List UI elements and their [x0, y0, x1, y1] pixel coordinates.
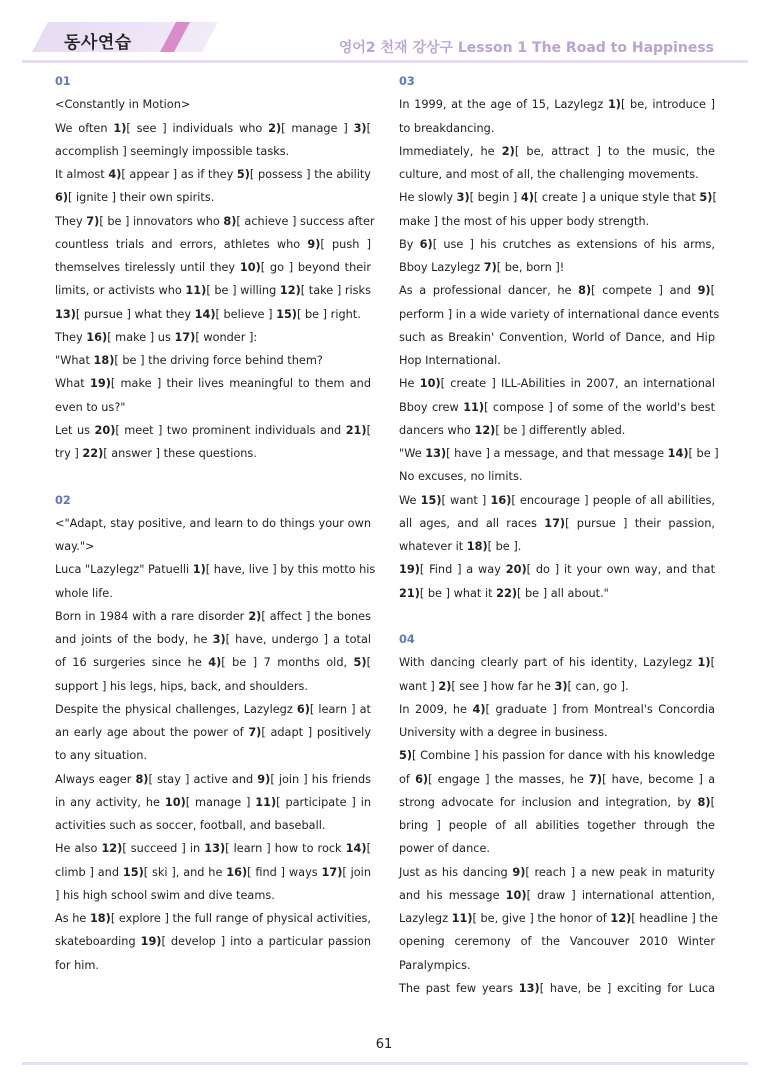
text-line: whatever it 18)[ be ].: [399, 540, 522, 553]
text-line: He also 12)[ succeed ] in 13)[ learn ] how to rock 14)[: [55, 842, 371, 856]
text-line: Bboy crew 11)[ compose ] of some of the world's best: [399, 400, 715, 414]
text-line: such as Breakin' Convention, World of Dance, and Hip: [399, 330, 715, 344]
text-line: Despite the physical challenges, Lazylegz 6)[ learn ] at: [55, 702, 371, 716]
text-line: 5)[ Combine ] his passion for dance with his knowledge: [399, 749, 715, 763]
text-line: support ] his legs, hips, back, and shoulders.: [55, 679, 308, 693]
page-header: [0, 0, 768, 64]
text-line: and his message 10)[ draw ] international attention,: [399, 888, 715, 902]
text-line: No excuses, no limits.: [399, 470, 523, 484]
text-line: to any situation.: [55, 749, 148, 763]
text-line: strong advocate for inclusion and integration, by 8)[: [399, 795, 715, 809]
text-line: What 19)[ make ] their lives meaningful to them and: [55, 377, 371, 391]
text-line: Let us 20)[ meet ] two prominent individuals and 21)[: [55, 423, 371, 437]
text-line: ] his high school swim and dive teams.: [55, 888, 275, 902]
section-gap: [55, 465, 371, 488]
text-line: As a professional dancer, he 8)[ compete ] and 9)[: [399, 284, 716, 298]
text-line: 6)[ ignite ] their own spirits.: [55, 191, 215, 205]
text-line: <Constantly in Motion>: [55, 98, 191, 112]
text-line: themselves tirelessly until they 10)[ go ] beyond their: [55, 261, 371, 274]
text-line: Always eager 8)[ stay ] active and 9)[ join ] his friends: [55, 772, 371, 786]
text-line: perform ] in a wide variety of international dance events: [399, 307, 720, 321]
text-line: 21)[ be ] what it 22)[ be ] all about.": [399, 586, 609, 600]
text-line: want ] 2)[ see ] how far he 3)[ can, go ].: [399, 679, 629, 693]
text-line: and joints of the body, he 3)[ have, undergo ] a total: [55, 633, 371, 646]
text-line: bring ] people of all abilities together through the: [399, 819, 715, 832]
text-line: limits, or activists who 11)[ be ] willing 12)[ take ] risks: [55, 284, 371, 298]
text-line: They 7)[ be ] innovators who 8)[ achieve ] success after: [55, 214, 375, 228]
text-line: They 16)[ make ] us 17)[ wonder ]:: [55, 330, 258, 344]
text-line: way.">: [55, 540, 95, 553]
text-line: By 6)[ use ] his crutches as extensions of his arms,: [399, 237, 715, 251]
footer-divider: [22, 1062, 748, 1065]
text-line: to breakdancing.: [399, 121, 495, 135]
text-line: Born in 1984 with a rare disorder 2)[ affect ] the bones: [55, 609, 371, 623]
text-line: 19)[ Find ] a way 20)[ do ] it your own way, and that: [399, 563, 715, 577]
text-line: dancers who 12)[ be ] differently abled.: [399, 423, 626, 437]
text-line: countless trials and errors, athletes who 9)[ push ]: [55, 237, 372, 251]
text-line: of 6)[ engage ] the masses, he 7)[ have, become ] a: [399, 772, 715, 786]
text-line: With dancing clearly part of his identity, Lazylegz 1)[: [399, 656, 715, 670]
text-line: In 1999, at the age of 15, Lazylegz 1)[ be, introduce ]: [399, 98, 716, 112]
text-line: 13)[ pursue ] what they 14)[ believe ] 15)[ be ] right.: [55, 307, 361, 321]
section-number: 03: [399, 75, 415, 88]
header-title: 영어2 천재 강상구 Lesson 1 The Road to Happiness: [338, 40, 714, 56]
text-line: of 16 surgeries since he 4)[ be ] 7 months old, 5)[: [55, 656, 371, 670]
text-line: opening ceremony of the Vancouver 2010 Winter: [399, 935, 715, 949]
text-line: It almost 4)[ appear ] as if they 5)[ possess ] the ability: [55, 168, 371, 181]
text-line: The past few years 13)[ have, be ] exciting for Luca: [399, 981, 716, 995]
text-line: "We 13)[ have ] a message, and that message 14)[ be ]: [399, 447, 719, 460]
text-line: for him.: [55, 958, 100, 972]
text-line: culture, and most of all, the challenging movements.: [399, 168, 699, 181]
text-line: accomplish ] seemingly impossible tasks.: [55, 144, 290, 158]
text-line: We often 1)[ see ] individuals who 2)[ manage ] 3)[: [55, 121, 372, 135]
section-gap: [399, 605, 715, 628]
header-tag-label: 동사연습: [64, 33, 132, 53]
text-line: an early age about the power of 7)[ adapt ] positively: [55, 726, 372, 739]
text-line: even to us?": [55, 400, 126, 414]
text-line: activities such as soccer, football, and baseball.: [55, 819, 326, 832]
section-number: 02: [55, 493, 71, 507]
text-line: University with a degree in business.: [399, 726, 608, 739]
text-line: <"Adapt, stay positive, and learn to do things your own: [55, 516, 371, 530]
text-line: make ] the most of his upper body strength.: [399, 214, 650, 228]
text-line: all ages, and all races 17)[ pursue ] their passion,: [399, 516, 715, 530]
text-line: "What 18)[ be ] the driving force behind them?: [55, 354, 323, 367]
text-line: In 2009, he 4)[ graduate ] from Montreal's Concordia: [399, 702, 715, 716]
text-line: He 10)[ create ] ILL-Abilities in 2007, an international: [399, 377, 715, 391]
text-line: climb ] and 15)[ ski ], and he 16)[ find ] ways 17)[ join: [55, 865, 371, 879]
right-column: [399, 70, 720, 1000]
text-line: As he 18)[ explore ] the full range of physical activities,: [55, 912, 371, 925]
text-line: whole life.: [55, 586, 113, 600]
text-line: Paralympics.: [399, 958, 471, 972]
text-line: try ] 22)[ answer ] these questions.: [55, 447, 257, 460]
page-number: 61: [375, 1037, 393, 1052]
text-line: Hop International.: [399, 354, 501, 367]
text-line: in any activity, he 10)[ manage ] 11)[ participate ] in: [55, 795, 371, 809]
text-line: Just as his dancing 9)[ reach ] a new peak in maturity: [399, 865, 715, 879]
left-column: [55, 70, 376, 977]
text-line: skateboarding 19)[ develop ] into a particular passion: [55, 935, 371, 949]
text-line: Bboy Lazylegz 7)[ be, born ]!: [399, 261, 565, 274]
text-line: We 15)[ want ] 16)[ encourage ] people of all abilities,: [399, 493, 715, 507]
text-line: He slowly 3)[ begin ] 4)[ create ] a unique style that 5)[: [399, 191, 717, 205]
text-line: Luca "Lazylegz" Patuelli 1)[ have, live ] by this motto his: [55, 563, 376, 577]
text-line: power of dance.: [399, 842, 490, 856]
section-number: 01: [55, 75, 71, 88]
text-line: Lazylegz 11)[ be, give ] the honor of 12)[ headline ] the: [399, 912, 718, 925]
section-number: 04: [399, 633, 415, 646]
header-divider: [22, 60, 748, 63]
text-line: Immediately, he 2)[ be, attract ] to the music, the: [399, 144, 715, 158]
